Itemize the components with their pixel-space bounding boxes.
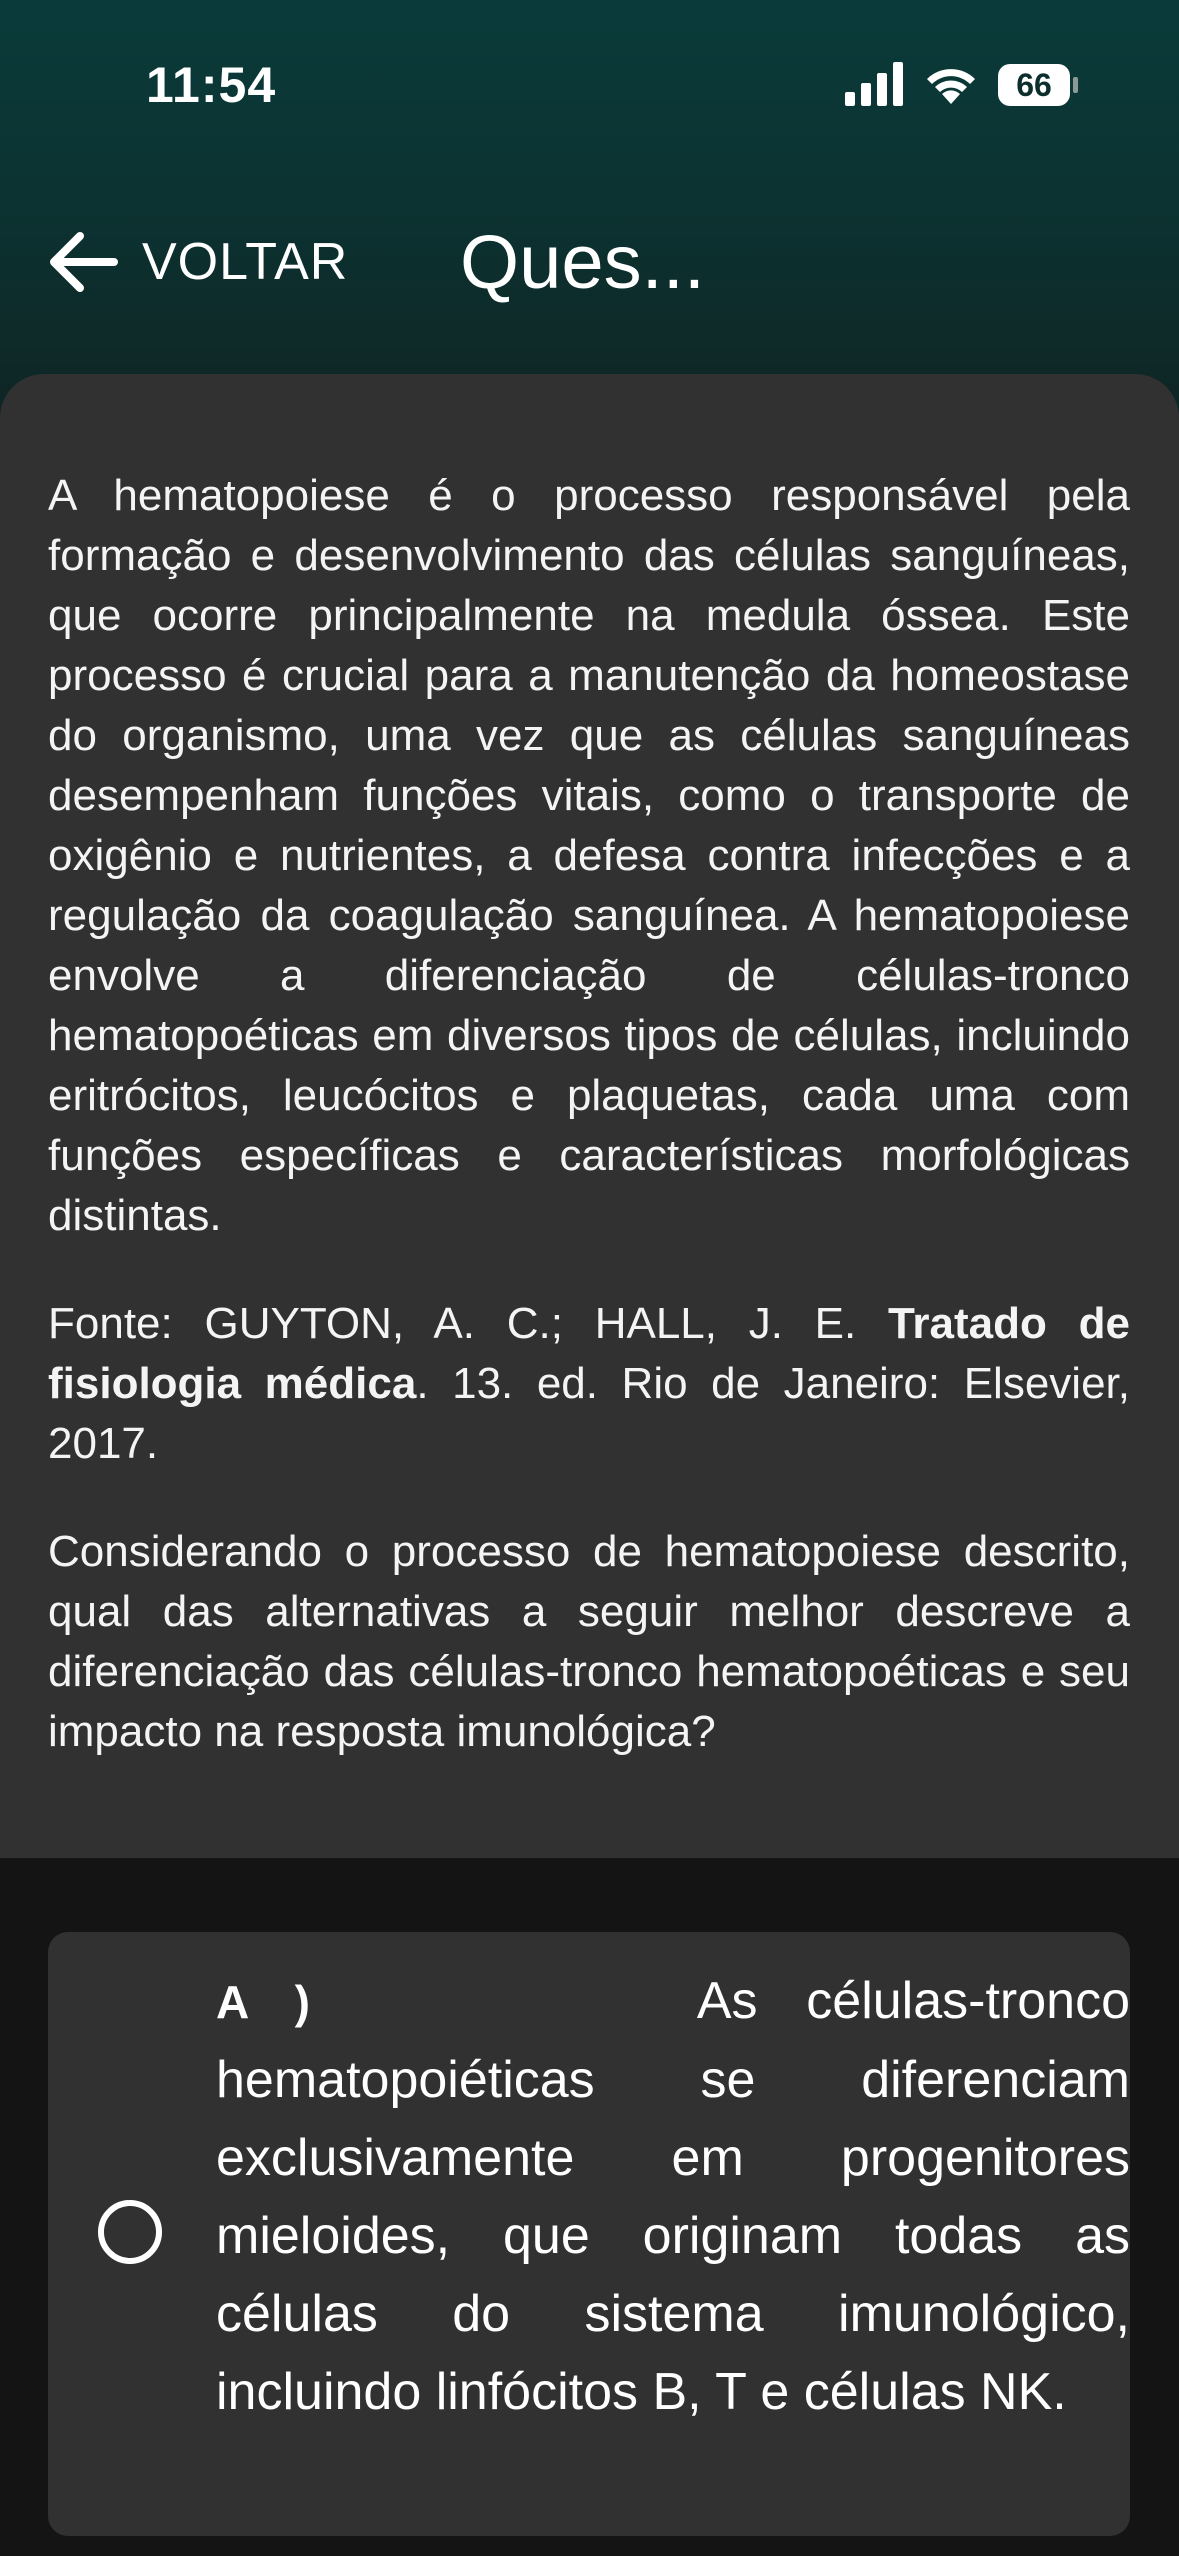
question-source bbox=[48, 1294, 1130, 1474]
option-a[interactable] bbox=[48, 1932, 1130, 2536]
source-title: Tratado de fisiologia médica bbox=[48, 1299, 1130, 1408]
source-prefix: Fonte: GUYTON, A. C.; HALL, J. E. bbox=[48, 1299, 857, 1348]
back-label: VOLTAR bbox=[142, 233, 349, 291]
page-title: Ques... bbox=[460, 220, 705, 305]
back-button[interactable] bbox=[46, 220, 348, 304]
wifi-icon bbox=[922, 60, 980, 106]
question-card bbox=[0, 374, 1179, 1858]
cellular-signal-icon bbox=[845, 62, 905, 106]
question-paragraph: A hematopoiese é o processo responsável pela formação e desenvolvimento das células sanguíneas, que ocorre principalmente na medula óssea. Este processo é crucial para a manutenção da homeostase do organismo, uma vez que as células sanguíneas desempenham funções vitais, como o transporte de oxigênio e nutrientes, a defesa contra infecções e a regulação da coagulação sanguínea. A hematopoiese envolve a diferenciação de células-tronco hematopoéticas em diversos tipos de células, incluindo eritrócitos, leucócitos e plaquetas, cada uma com funções específicas e características morfológicas distintas. bbox=[48, 471, 1130, 1240]
question-text bbox=[48, 466, 1130, 1810]
radio-unselected-icon[interactable] bbox=[98, 2200, 162, 2264]
option-a-letter: A ) bbox=[216, 1976, 310, 2028]
option-a-text bbox=[216, 1962, 1130, 2431]
source-suffix: . 13. ed. Rio de Janeiro: Elsevier, 2017. bbox=[48, 1359, 1131, 1468]
status-time: 11:54 bbox=[146, 57, 277, 113]
battery-level: 66 bbox=[1016, 67, 1052, 103]
option-a-content: As células-tronco hematopoiéticas se diferenciam exclusivamente em progenitores mieloides, que originam todas as células do sistema imunológico, incluindo linfócitos B, T e células NK. bbox=[216, 1972, 1130, 2421]
status-bar bbox=[0, 0, 1179, 170]
question-prompt: Considerando o processo de hematopoiese descrito, qual das alternativas a seguir melhor descreve a diferenciação das células-tronco hematopoéticas e seu impacto na resposta imunológica? bbox=[48, 1527, 1130, 1756]
arrow-left-icon bbox=[46, 230, 118, 294]
